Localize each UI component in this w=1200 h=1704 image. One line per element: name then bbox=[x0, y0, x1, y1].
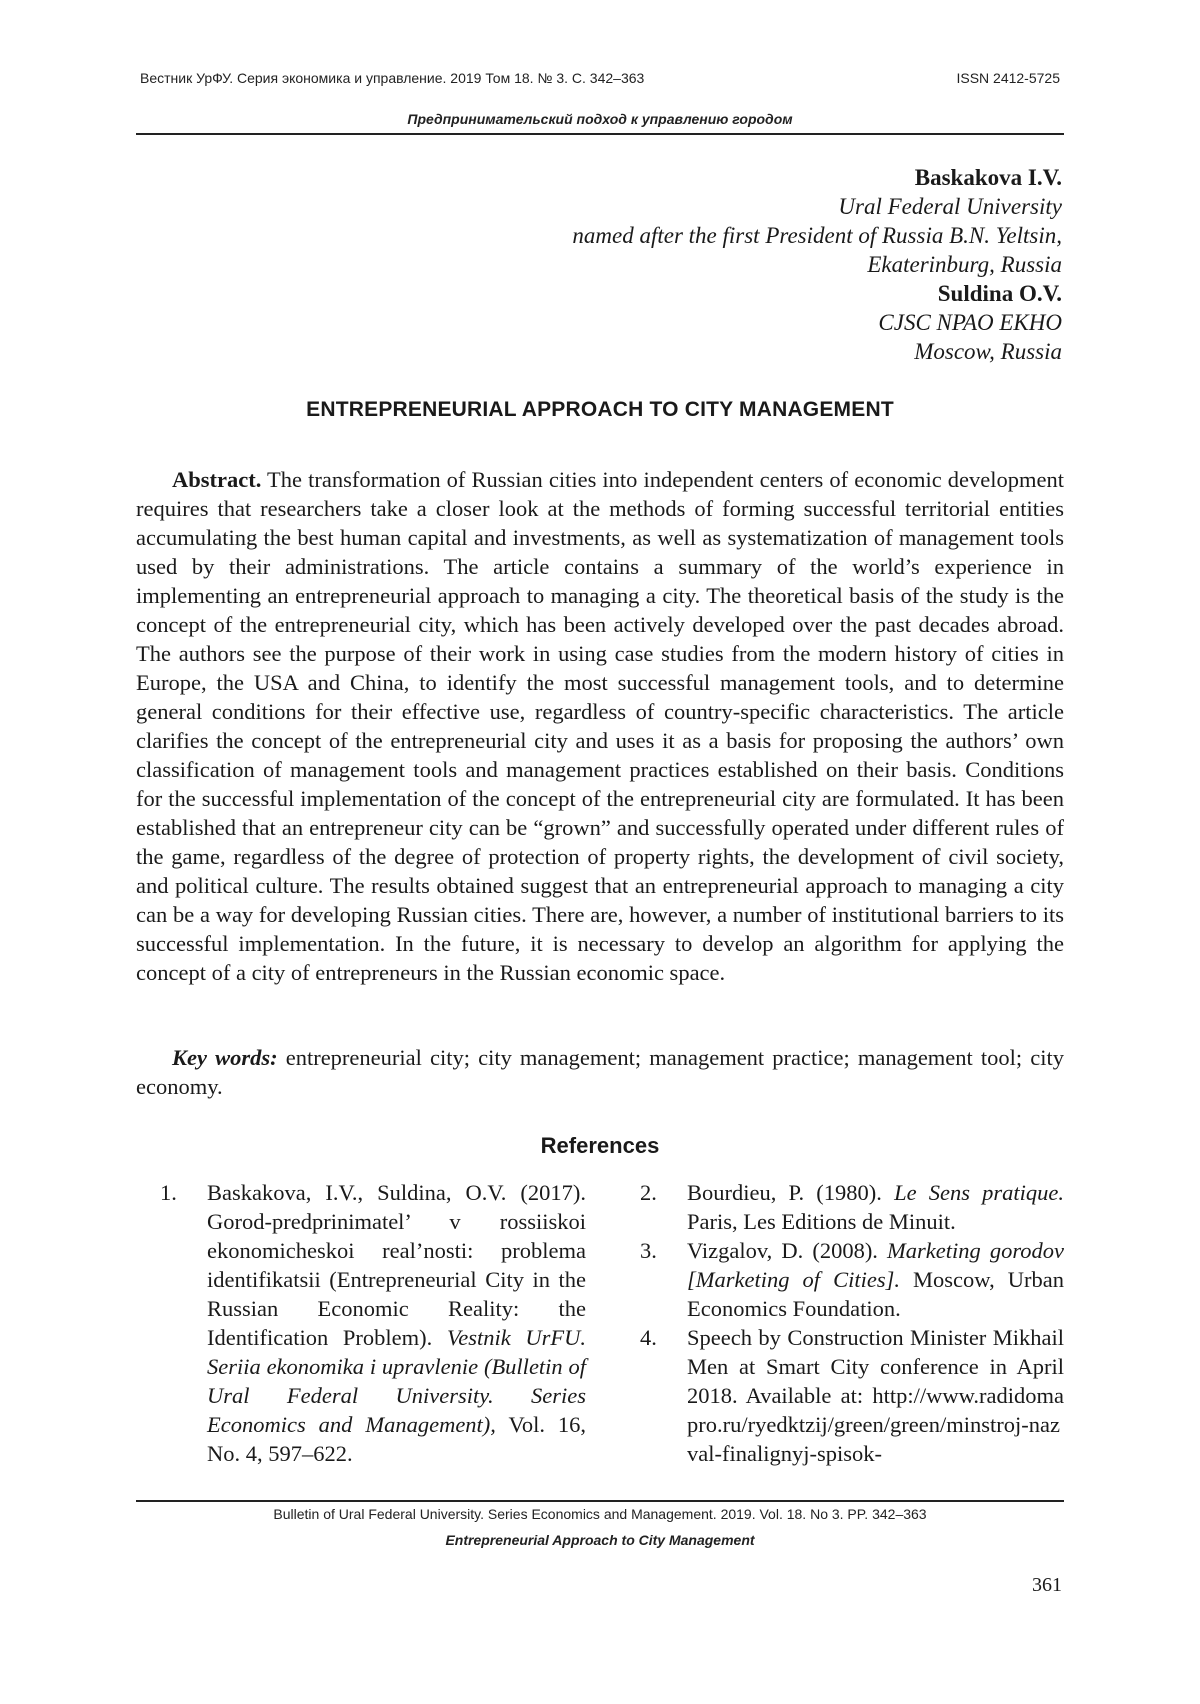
reference-plain: Speech by Construction Minister Mikhail Men at Smart City conference in April 2018. Available at: bbox=[687, 1325, 1064, 1408]
reference-item bbox=[640, 1236, 1064, 1323]
reference-text bbox=[687, 1323, 1064, 1468]
reference-plain: Bourdieu, P. (1980). bbox=[687, 1180, 882, 1205]
abstract bbox=[136, 465, 1064, 987]
reference-italic: Marketing gorodov [Marketing of Cities]. bbox=[687, 1238, 1064, 1292]
reference-number: 2. bbox=[640, 1180, 657, 1205]
reference-item bbox=[160, 1178, 586, 1468]
reference-item bbox=[640, 1178, 1064, 1236]
author-affiliation: named after the first President of Russia B.N. Yeltsin, bbox=[572, 223, 1062, 248]
issn-label: ISSN 2412-5725 bbox=[956, 70, 1060, 86]
journal-header: Вестник УрФУ. Серия экономика и управление. 2019 Том 18. № 3. С. 342–363 bbox=[140, 70, 645, 86]
author-name: Baskakova I.V. bbox=[914, 165, 1062, 190]
references-column-left bbox=[160, 1178, 586, 1468]
author-affiliation: CJSC NPAO EKHO bbox=[878, 310, 1062, 335]
footer-rule bbox=[136, 1500, 1064, 1502]
author-affiliation: Ekaterinburg, Russia bbox=[867, 252, 1062, 277]
journal-footer: Bulletin of Ural Federal University. Series Economics and Management. 2019. Vol. 18. No 3. PP. 342–363 bbox=[273, 1506, 927, 1522]
references-heading: References bbox=[540, 1133, 660, 1158]
reference-plain: Baskakova, I.V., Suldina, O.V. (2017). Gorod-predprinimatel’ v rossiiskoi ekonomicheskoi real’nosti: problema identifikatsii (Entrepreneurial City in the Russian Economic Reality: the Identification Problem). bbox=[207, 1180, 586, 1350]
running-title: Предпринимательский подход к управлению городом bbox=[407, 111, 793, 127]
page-number: 361 bbox=[1032, 1574, 1062, 1596]
running-title-footer: Entrepreneurial Approach to City Management bbox=[445, 1532, 755, 1548]
keywords-label: Key words: bbox=[172, 1045, 278, 1070]
reference-tail: Paris, Les Editions de Minuit. bbox=[687, 1209, 956, 1234]
reference-italic: Vestnik UrFU. Seriia ekonomika i upravlenie (Bulletin of Ural Federal University. Series Economics and Management), bbox=[207, 1325, 586, 1437]
reference-url[interactable]: http://www.radidomapro.ru/ryedktzij/green/green/minstroj-nazval-finalignyj-spisok- bbox=[687, 1383, 1064, 1466]
author-name: Suldina O.V. bbox=[937, 281, 1062, 306]
reference-text bbox=[687, 1178, 1064, 1236]
keywords bbox=[136, 1043, 1064, 1101]
reference-plain: Vizgalov, D. (2008). bbox=[687, 1238, 878, 1263]
reference-text bbox=[687, 1236, 1064, 1323]
header-rule bbox=[136, 133, 1064, 135]
keywords-text: entrepreneurial city; city management; management practice; management tool; city economy. bbox=[136, 1045, 1064, 1099]
author-block bbox=[572, 163, 1062, 366]
reference-tail: Vol. 16, No. 4, 597–622. bbox=[207, 1412, 587, 1466]
author-affiliation: Ural Federal University bbox=[838, 194, 1062, 219]
reference-tail: Moscow, Urban Economics Foundation. bbox=[687, 1267, 1064, 1321]
abstract-label: Abstract. bbox=[172, 467, 262, 492]
abstract-text: The transformation of Russian cities into independent centers of economic development requires that researchers take a closer look at the methods of forming successful territorial entities accumulating the best human capital and investments, as well as systematization of management tools used by their administrations. The article contains a summary of the world’s experience in implementing an entrepreneurial approach to managing a city. The theoretical basis of the study is the concept of the entrepreneurial city, which has been actively developed over the past decades abroad. The authors see the purpose of their work in using case studies from the modern history of cities in Europe, the USA and China, to identify the most successful management tools, and to determine general conditions for their effective use, regardless of country-specific characteristics. The article clarifies the concept of the entrepreneurial city and uses it as a basis for proposing the authors’ own classification of management tools and management practices established on their basis. Conditions for the successful implementation of the concept of the entrepreneurial city are formulated. It has been established that an entrepreneur city can be “grown” and successfully operated under different rules of the game, regardless of the degree of protection of property rights, the development of civil society, and political culture. The results obtained suggest that an entrepreneurial approach to managing a city can be a way for developing Russian cities. There are, however, a number of institutional barriers to its successful implementation. In the future, it is necessary to develop an algorithm for applying the concept of a city of entrepreneurs in the Russian economic space. bbox=[136, 467, 1064, 985]
reference-italic: Le Sens pratique. bbox=[894, 1180, 1064, 1205]
reference-item bbox=[640, 1323, 1064, 1468]
reference-number: 1. bbox=[160, 1180, 177, 1205]
reference-text bbox=[207, 1178, 586, 1468]
references-column-right bbox=[640, 1178, 1064, 1468]
article-title: ENTREPRENEURIAL APPROACH TO CITY MANAGEMENT bbox=[306, 398, 894, 421]
reference-number: 3. bbox=[640, 1238, 657, 1263]
author-affiliation: Moscow, Russia bbox=[914, 339, 1062, 364]
reference-number: 4. bbox=[640, 1325, 657, 1350]
